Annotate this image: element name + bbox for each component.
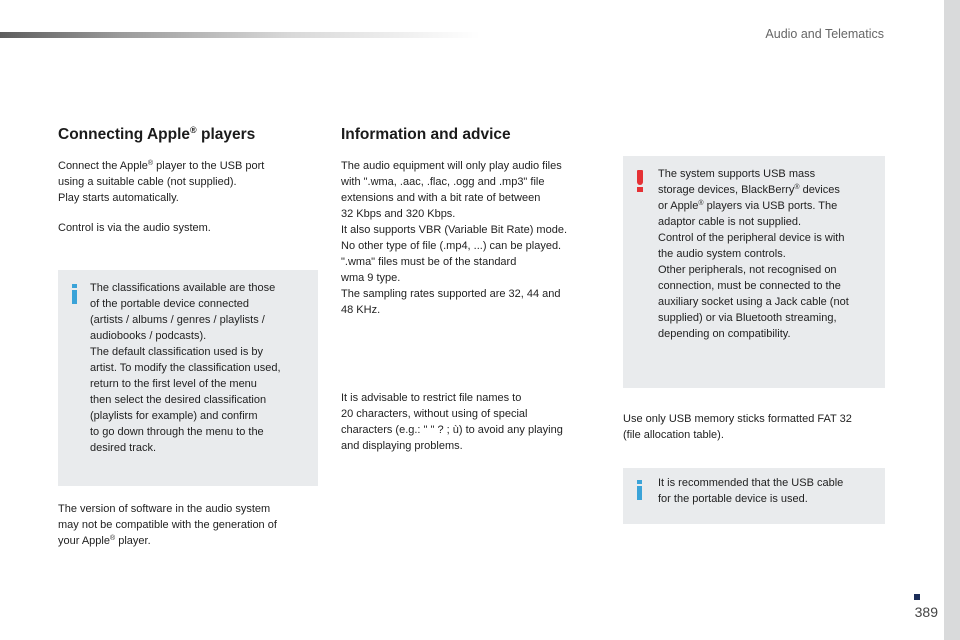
information-advice-heading: Information and advice [341, 126, 511, 143]
classification-info-text: The classifications available are those of the portable device connected (artists / albums / genres / playlists / audiobooks / podcasts). The default classification used is by artist. To modify the classification used, return to the first level of the menu then select the desired classification (playlists for example) and confirm to go down through the menu to the desired track. [90, 282, 281, 454]
usb-cable-info-text: It is recommended that the USB cable for the portable device is used. [658, 477, 844, 505]
page-marker [914, 594, 920, 600]
page-number: 389 [914, 604, 938, 620]
warning-icon [637, 170, 643, 192]
information-advice-column [341, 126, 601, 318]
header-gradient-bar [0, 32, 480, 38]
section-title: Audio and Telematics [765, 27, 884, 41]
usb-support-warning-text: The system supports USB mass storage devices, BlackBerry® devices or Apple® players via USB ports. The adaptor cable is not supplied. Control of the peripheral device is with the audio system controls. Other peripherals, not recognised on connection, must be connected to the auxiliary socket using a Jack cable (not supplied) or via Bluetooth streaming, depending on compatibility. [658, 168, 849, 340]
connect-instructions: Connect the Apple® player to the USB port using a suitable cable (not supplied). Play starts automatically. [58, 160, 265, 204]
info-icon [72, 284, 77, 304]
info-icon [637, 480, 642, 500]
page-edge-strip [944, 0, 960, 640]
classification-info-note [58, 270, 318, 486]
fat32-note: Use only USB memory sticks formatted FAT 32 (file allocation table). [623, 413, 852, 441]
connecting-apple-heading: Connecting Apple® players [58, 125, 256, 143]
control-note: Control is via the audio system. [58, 222, 211, 234]
usb-cable-info-note [623, 468, 885, 524]
file-names-advice: It is advisable to restrict file names to 20 characters, without using of special characters (e.g.: " " ? ; ù) to avoid any playing and displaying problems. [341, 392, 563, 452]
usb-support-warning-note [623, 156, 885, 388]
connecting-apple-column [58, 126, 320, 206]
supported-formats-text: The audio equipment will only play audio files with ".wma, .aac, .flac, .ogg and .mp3" file extensions and with a bit rate of between 32 Kbps and 320 Kbps. It also supports VBR (Variable Bit Rate) mode. No other type of file (.mp4, ...) can be played. ".wma" files must be of the standard wma 9 type. The sampling rates supported are 32, 44 and 48 KHz. [341, 160, 568, 316]
software-version-note: The version of software in the audio system may not be compatible with the generation of your Apple® player. [58, 503, 277, 547]
